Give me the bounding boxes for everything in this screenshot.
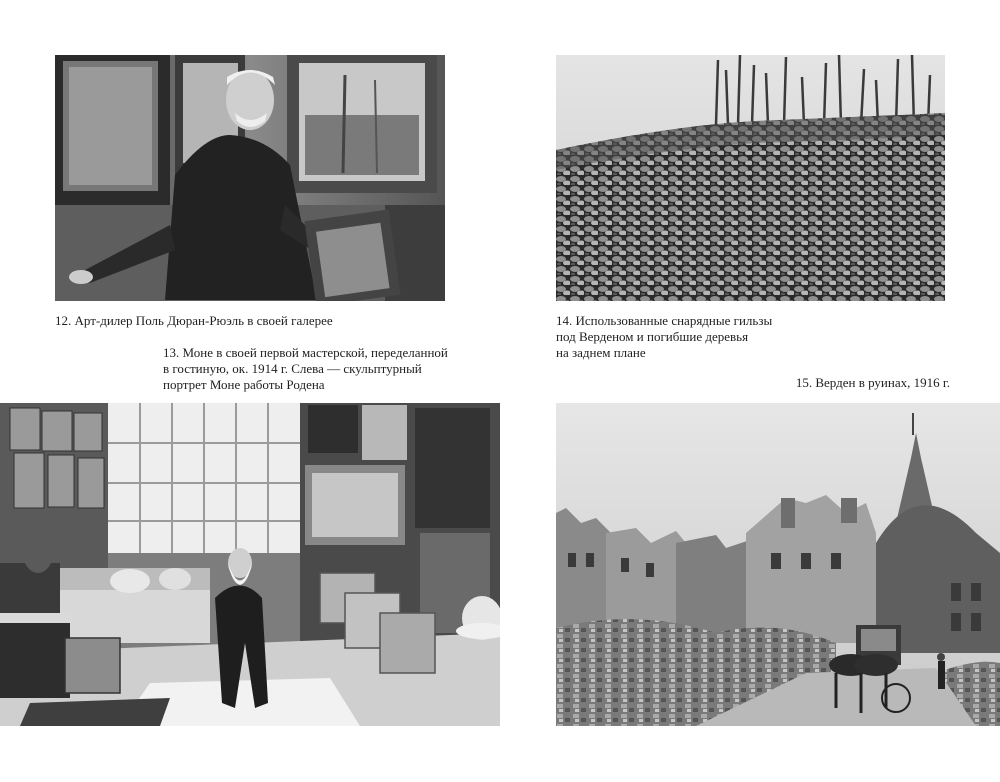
photo-art-dealer (55, 55, 445, 301)
caption-art-dealer: 12. Арт-дилер Поль Дюран-Рюэль в своей галерее (55, 313, 333, 328)
photo-monet-studio (0, 403, 500, 726)
photo-shell-casings (556, 55, 945, 301)
photo-verdun-ruins (556, 403, 1000, 726)
caption-shell-casings: 14. Использованные снарядные гильзы под Верденом и погибшие деревья на заднем плане (556, 313, 773, 360)
caption-verdun-ruins: 15. Верден в руинах, 1916 г. (795, 375, 950, 390)
caption-monet-studio: 13. Моне в своей первой мастерской, переделанной в гостиную, ок. 1914 г. Слева — скульптурный портрет Моне работы Родена (163, 345, 448, 392)
